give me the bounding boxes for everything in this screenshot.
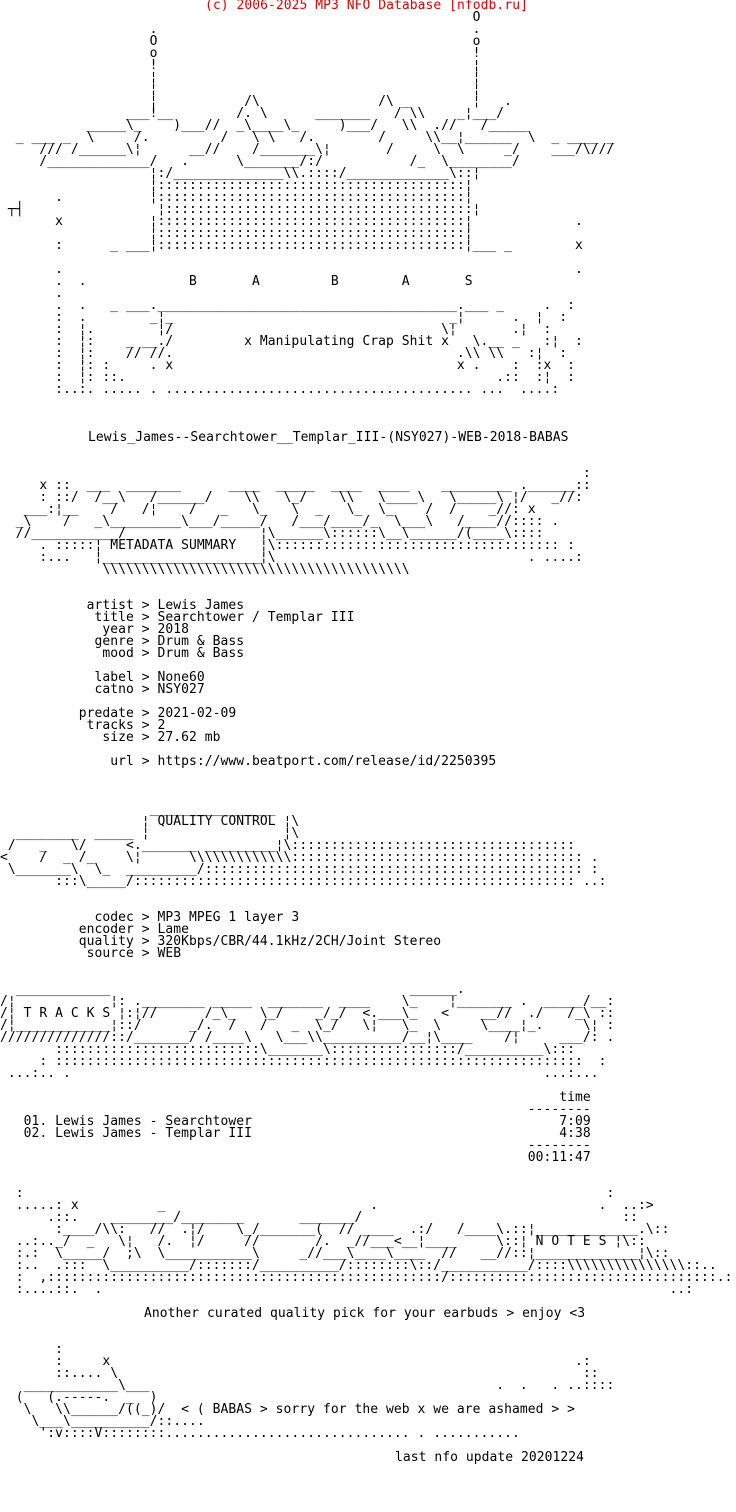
art-line: :::\_____/:::::::::::::::::::::::::::::::::::::::::::::::::::::::: ..: — [0, 874, 607, 889]
metadata-banner-art — [0, 468, 733, 576]
art-line: ┬┤ ¦:::::::::::::::::::::::::::::::::::::::¦ — [0, 202, 481, 217]
metadata-field-title: title > Searchtower / Templar III — [0, 610, 355, 625]
art-line: _\ / _\_________\___/_____/ /___/____/_ \___\ /____//:::: . — [0, 514, 560, 529]
art-line: \_______\ \_ _________/:::::::::::::::::::::::::::::::::::::::::::::::: : — [0, 862, 599, 877]
art-line: ¦:::::::::::::::::::::::::::::::::::::::¦ — [0, 178, 473, 193]
art-line: ________________ — [0, 802, 276, 817]
art-line: ':v::::V::::::::............................... . ........... — [0, 1426, 520, 1441]
art-line: ¦:::::::::::::::::::::::::::::::::::::::¦ — [0, 226, 473, 241]
divider: -------- — [0, 1102, 591, 1117]
track-row: 01. Lewis James - Searchtower 7:09 — [0, 1114, 591, 1129]
quality-field-quality: quality > 320Kbps/CBR/44.1kHz/2CH/Joint Stereo — [0, 934, 442, 949]
art-line: :____/\\: // .¦/ \_/_______( // ____ .:/ /____\.::¦_____________.\:: — [0, 1222, 670, 1237]
art-line: x ¦:::::::::::::::::::::::::::::::::::::::¦ . — [0, 214, 583, 229]
tracklist — [0, 1080, 733, 1164]
art-line: o ! — [0, 46, 481, 61]
art-line: _ ___ _ \ /. / \ \ /. / \\__¦______ \ _ ____ _ — [0, 130, 615, 145]
metadata-field-genre: genre > Drum & Bass — [0, 634, 245, 649]
art-line: ________ _____ ¦ ¦\ — [0, 826, 300, 841]
track-row: 02. Lewis James - Templar III 4:38 — [0, 1126, 591, 1141]
art-line: : ,::::::::::::::::::::::::::::::::::::::::::::::::::/::::::::::::::::::::::::::::::::::.: — [0, 1270, 733, 1285]
art-line: _____\_ )___// _\____\_ )___/ \\ .// /_____ — [0, 118, 528, 133]
art-line: : x .: — [0, 1354, 591, 1369]
art-line: \___\__________/::.... — [0, 1414, 205, 1429]
metadata-field-artist: artist > Lewis James — [0, 598, 245, 613]
art-line: ¦:/______________\\.::::/_____________\::¦ — [0, 166, 481, 181]
art-line: .::. ________/________ _______/ :: — [0, 1210, 639, 1225]
metadata-field-catno: catno > NSY027 — [0, 682, 205, 697]
art-line: ____________\___ . . . ..:::: — [0, 1378, 615, 1393]
quality-control-summary — [0, 912, 733, 960]
art-line: x :: ___ _______ ____ _____ ____ ____ _________ .______:: — [0, 478, 591, 493]
art-line: . ¦:::::::::::::::::::::::::::::::::::::::¦ — [0, 190, 473, 205]
art-line: .....: x _ . . ..:> — [0, 1198, 654, 1213]
art-line: : ::/ /__\ /______/ \\ \_/ \\ \____\ \_____\ ¦/ _//: — [0, 490, 583, 505]
art-line: / _ \/ <._______ _________¦\:::::::::::::::::::::::::::::::::::: — [0, 838, 575, 853]
art-line: /// /______\¦ __// /_______\¦ / \ \ _/ ___/\/// — [0, 142, 615, 157]
logo-art — [0, 12, 733, 396]
art-line: . . — [0, 22, 481, 37]
art-line: /_____________/ . \_______/:/ /_ \________/ — [0, 154, 520, 169]
metadata-field-size: size > 27.62 mb — [0, 730, 221, 745]
art-line: ¦ ¦ — [0, 70, 481, 85]
art-line: < / _ /_ \¦ \\\\\\\\\\\\\::::::::::::::::::::::::::::::::::::: . — [0, 850, 599, 865]
art-line: . — [0, 286, 64, 301]
art-line: : ¦: : . x x . : :x : — [0, 358, 575, 373]
tracks-banner-art — [0, 984, 733, 1080]
art-line: : ¦: _ __./ x Manipulating Crap Shit x \.__ _ :¦ : — [0, 334, 583, 349]
art-line: ..:.._/ _ \¦ /. ¦/ // /. _//___<__¦____ \::¦ N O T E S ¦\:: — [0, 1234, 646, 1249]
metadata-summary — [0, 600, 733, 768]
metadata-field-mood: mood > Drum & Bass — [0, 646, 245, 661]
art-line: ( (.-----. _ ) — [0, 1390, 158, 1405]
art-line: :... ¦____________________¦\ . ....: — [0, 550, 583, 565]
art-line: /¦____________¦::/ _/. / / _ \_/ \¦ \_ \ \____¦_. \¦ : — [0, 1018, 615, 1033]
art-line: :....::. . ..: — [0, 1282, 694, 1297]
art-line: : . _¦_ _¦ . ¦ : — [0, 310, 568, 325]
total-time: 00:11:47 — [0, 1150, 591, 1165]
art-line: ¦ QUALITY CONTROL ¦\ — [0, 814, 300, 829]
metadata-field-tracks: tracks > 2 — [0, 718, 166, 733]
art-line: . . — [0, 262, 583, 277]
art-line: : ¦: ::. .:: :¦ : — [0, 370, 575, 385]
art-line: ___:¦__ / /¦ / _ \_ \ _ \_ \_ / / _//: x — [0, 502, 536, 517]
art-line: ::.... \ :: — [0, 1366, 599, 1381]
art-line: /¦ T R A C K S ¦:¦// /_\_ \_/ _/_/ <.___\_ < __// ./ /_\ :: — [0, 1006, 615, 1021]
copyright-credit: (c) 2006-2025 MP3 NFO Database [nfodb.ru] — [205, 0, 528, 13]
art-line: O o — [0, 34, 481, 49]
art-line: : ::::::::::::::::::::::::::::::::::::::::::::::::::::::::::::::::::: : — [0, 1054, 607, 1069]
art-line: . . B A B A S — [0, 274, 473, 289]
art-line: : : — [0, 1186, 615, 1201]
footer-art — [0, 1344, 733, 1440]
quality-field-source: source > WEB — [0, 946, 182, 961]
release-name: Lewis_James--Searchtower__Templar_III-(NSY027)-WEB-2018-BABAS — [88, 430, 569, 445]
metadata-field-label: label > None60 — [0, 670, 205, 685]
art-line: ! ¦ — [0, 58, 481, 73]
quality-field-codec: codec > MP3 MPEG 1 layer 3 — [0, 910, 300, 925]
art-line: :.. .::: \__________/:::::::/__________/::::::::\::/___________/::::\\\\\\\\\\\\\\\::.. — [0, 1258, 717, 1273]
notes-text: Another curated quality pick for your earbuds > enjoy <3 — [144, 1306, 586, 1321]
art-line: :.: \_____/ ;\ \___________\ _//___\____\____ // __//::¦_____________¦\:: — [0, 1246, 670, 1261]
art-line: /¦ ¦: .________ _____ _______ ____ \_ ¦_______ . _____/__: — [0, 994, 615, 1009]
time-header: time — [0, 1090, 591, 1105]
art-line: ____________ ______. — [0, 982, 465, 997]
art-line: : _ ___¦:::::::::::::::::::::::::::::::::::::::¦___ _ x — [0, 238, 583, 253]
art-line: . . _ ___.______________________________________.___ _ . : — [0, 298, 575, 313]
art-line: :..:. ..... . ....................................... ... ....: — [0, 382, 560, 397]
art-line: ...:.. . ...:... — [0, 1066, 599, 1081]
art-line: ¦ /\ /\ _ ¦ . — [0, 94, 512, 109]
art-line: //////////////::/_______/ /____\ \___\\__________/__¦\____ /¦ ___/: . — [0, 1030, 615, 1045]
notes-banner-art — [0, 1188, 733, 1296]
last-update: last nfo update 20201224 — [395, 1450, 585, 1465]
art-line: . :::::¦ METADATA SUMMARY ¦\:::::::::::::::::::::::::::::::::::: : — [0, 538, 575, 553]
art-line: : — [0, 466, 591, 481]
divider: -------- — [0, 1138, 591, 1153]
art-line: ¦ ¦ — [0, 82, 481, 97]
art-line: O — [0, 10, 481, 25]
art-line: //___________/ ¦\______\::::::\__\______/(____\:::: — [0, 526, 544, 541]
quality-banner-art — [0, 804, 733, 888]
art-line: ::::::::::::::::::::::::::\_______\::::::::::::::::/__________\::: — [0, 1042, 575, 1057]
metadata-field-year: year > 2018 — [0, 622, 190, 637]
art-line: : ¦. ¦/ \¦ .¦ : — [0, 322, 552, 337]
art-line: : — [0, 1342, 64, 1357]
art-line: \\\\\\\\\\\\\\\\\\\\\\\\\\\\\\\\\\\\\\\ — [0, 562, 410, 577]
art-line: : ¦: // //. .\\ \\ :¦ : — [0, 346, 568, 361]
metadata-field-url: url > https://www.beatport.com/release/id/2250395 — [0, 754, 497, 769]
quality-field-encoder: encoder > Lame — [0, 922, 190, 937]
art-line: ___!__ /. \ _______ / \\ _¦___/ — [0, 106, 505, 121]
metadata-field-predate: predate > 2021-02-09 — [0, 706, 237, 721]
babas-line: \ \\______/((_)/ < ( BABAS > sorry for the web x we are ashamed > > — [0, 1402, 575, 1417]
